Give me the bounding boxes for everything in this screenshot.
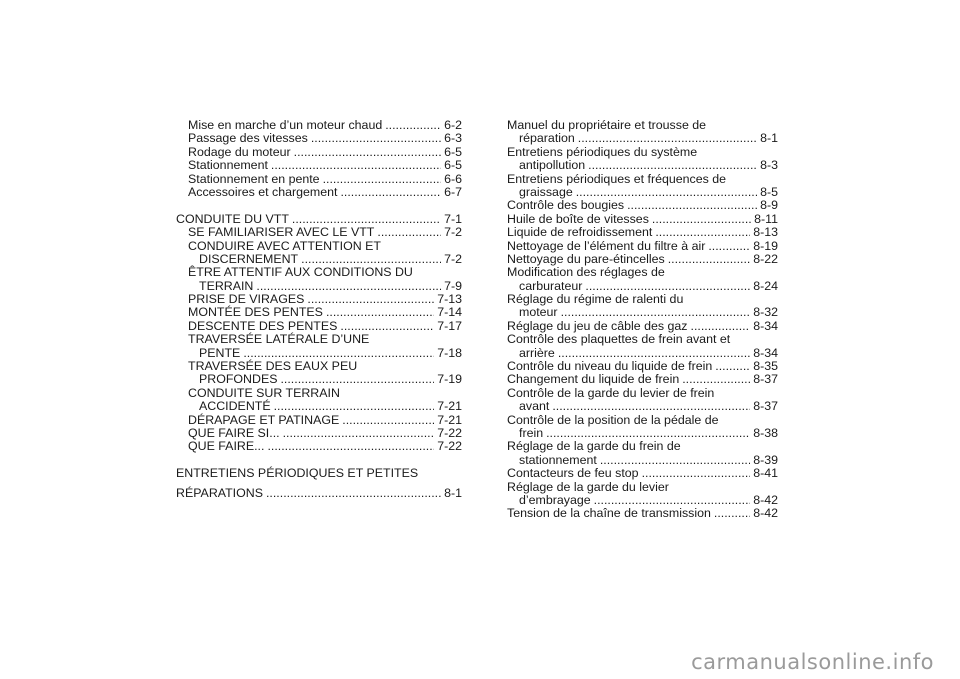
toc-line: [507, 400, 778, 413]
toc-entry[interactable]: [176, 186, 462, 199]
toc-entry-title: DISCERNEMENT: [199, 251, 299, 266]
toc-line: [188, 266, 462, 279]
toc-entry[interactable]: [176, 387, 462, 414]
toc-entry-title: Huile de boîte de vitesses: [507, 211, 649, 226]
toc-line: [507, 427, 778, 440]
toc-entry[interactable]: [507, 360, 778, 373]
leader-dots: [274, 400, 435, 413]
toc-page-number: 8-13: [753, 225, 778, 240]
leader-dots: [715, 360, 750, 373]
toc-page-number: 8-42: [753, 492, 778, 507]
toc-entry[interactable]: [176, 427, 462, 440]
leader-dots: [655, 226, 750, 239]
leader-dots: [561, 306, 751, 319]
toc-entry-title: Contrôle de la position de la pédale de: [507, 412, 719, 427]
toc-entry-title: CONDUITE SUR TERRAIN: [188, 385, 340, 400]
leader-dots: [642, 467, 751, 480]
toc-page-number: 8-32: [753, 305, 778, 320]
leader-dots: [691, 320, 751, 333]
leader-dots: [588, 159, 757, 172]
toc-entry-title: CONDUIRE AVEC ATTENTION ET: [188, 238, 381, 253]
toc-entry[interactable]: [176, 487, 462, 500]
toc-page-number: 7-22: [437, 439, 462, 454]
toc-line: [507, 333, 778, 346]
toc-entry[interactable]: [507, 226, 778, 239]
toc-entry-title: TRAVERSÉE DES EAUX PEU: [188, 359, 358, 374]
toc-line: [507, 467, 778, 480]
toc-entry-title: Contrôle de la garde du levier de frein: [507, 385, 715, 400]
toc-page-number: 6-3: [444, 131, 462, 146]
toc-page-number: 8-1: [444, 485, 462, 500]
toc-entry-title: antipollution: [519, 158, 586, 173]
toc-entry-title: SE FAMILIARISER AVEC LE VTT: [188, 225, 375, 240]
toc-page-number: 8-38: [753, 425, 778, 440]
toc-line: [188, 226, 462, 239]
toc-entry-title: Manuel du propriétaire et trousse de: [507, 118, 707, 132]
toc-entry-title: Liquide de refroidissement: [507, 225, 653, 240]
leader-dots: [578, 132, 757, 145]
toc-page-number: 8-34: [753, 318, 778, 333]
toc-entry-title: Accessoires et chargement: [188, 184, 338, 199]
leader-dots: [600, 454, 750, 467]
toc-entry-title: QUE FAIRE...: [188, 439, 265, 454]
toc-page-number: 8-1: [760, 131, 778, 146]
leader-dots: [546, 427, 750, 440]
leader-dots: [340, 186, 441, 199]
toc-line: [176, 213, 462, 226]
toc-page-number: 7-22: [437, 425, 462, 440]
toc-line: [188, 360, 462, 373]
leader-dots: [682, 373, 750, 386]
toc-page-number: 7-1: [444, 211, 462, 226]
toc-line: [188, 173, 462, 186]
toc-line: [507, 414, 778, 427]
toc-page-number: 7-13: [437, 292, 462, 307]
toc-entry[interactable]: [176, 266, 462, 293]
toc-entry-title: Changement du liquide de frein: [507, 372, 680, 387]
toc-entry[interactable]: [176, 119, 462, 132]
toc-entry[interactable]: [507, 266, 778, 293]
toc-entry[interactable]: [507, 333, 778, 360]
toc-line: [507, 173, 778, 186]
toc-entry-title: Passage des vitesses: [188, 131, 308, 146]
toc-line: [188, 240, 462, 253]
leader-dots: [594, 494, 751, 507]
toc-entry[interactable]: [176, 240, 462, 267]
toc-entry[interactable]: [176, 173, 462, 186]
toc-entry-title: PROFONDES: [199, 372, 278, 387]
toc-line: [507, 494, 778, 507]
toc-entry[interactable]: [507, 467, 778, 480]
toc-entry[interactable]: [507, 414, 778, 441]
toc-entry-title: Contrôle des plaquettes de frein avant et: [507, 332, 731, 347]
toc-page-number: 7-19: [437, 372, 462, 387]
leader-dots: [307, 293, 434, 306]
toc-page-number: 7-17: [437, 318, 462, 333]
toc-line: [507, 347, 778, 360]
toc-entry[interactable]: [507, 199, 778, 212]
leader-dots: [326, 306, 434, 319]
toc-entry-title: carburateur: [519, 278, 583, 293]
toc-line: [507, 293, 778, 306]
toc-entry[interactable]: [176, 467, 462, 480]
toc-entry-title: Modification des réglages de: [507, 265, 665, 280]
leader-dots: [714, 507, 750, 520]
toc-entry-title: Contacteurs de feu stop: [507, 466, 639, 481]
toc-entry[interactable]: [507, 320, 778, 333]
toc-entry[interactable]: [507, 481, 778, 508]
toc-line: [507, 159, 778, 172]
toc-line: [188, 146, 462, 159]
toc-line: [188, 159, 462, 172]
toc-line: [507, 119, 778, 132]
toc-entry-title: avant: [519, 399, 550, 414]
toc-entry[interactable]: [176, 146, 462, 159]
toc-entry-title: CONDUITE DU VTT: [176, 211, 289, 226]
toc-page-number: 8-34: [753, 345, 778, 360]
toc-entry-title: Réglage de la garde du levier: [507, 479, 669, 494]
leader-dots: [576, 186, 757, 199]
toc-entry-title: Réglage du jeu de câble des gaz: [507, 318, 688, 333]
toc-page-number: 6-7: [444, 184, 462, 199]
toc-left-column: [176, 119, 462, 500]
toc-entry-title: réparation: [519, 131, 575, 146]
toc-page-number: 8-37: [753, 372, 778, 387]
toc-entry-title: Stationnement: [188, 158, 268, 173]
toc-page-number: 8-42: [753, 506, 778, 521]
toc-entry[interactable]: [507, 240, 778, 253]
toc-line: [507, 507, 778, 520]
toc-entry-title: Stationnement en pente: [188, 171, 320, 186]
toc-entry-title: stationnement: [519, 452, 597, 467]
toc-page-number: 7-2: [444, 251, 462, 266]
toc-page-number: 6-5: [444, 158, 462, 173]
toc-line: [507, 132, 778, 145]
toc-page-number: 8-37: [753, 399, 778, 414]
toc-line: [507, 387, 778, 400]
toc-entry-title: Contrôle des bougies: [507, 198, 625, 213]
leader-dots: [266, 487, 441, 500]
toc-page-number: 7-14: [437, 305, 462, 320]
toc-entry-title: Nettoyage de l’élément du filtre à air: [507, 238, 706, 253]
toc-page-number: 8-24: [753, 278, 778, 293]
toc-page-number: 8-3: [760, 158, 778, 173]
toc-page-number: 8-35: [753, 359, 778, 374]
toc-entry[interactable]: [507, 507, 778, 520]
toc-entry[interactable]: [507, 173, 778, 200]
toc-entry-title: Tension de la chaîne de transmission: [507, 506, 711, 521]
toc-line: [188, 186, 462, 199]
leader-dots: [256, 280, 441, 293]
toc-line: [188, 373, 462, 386]
toc-line: [188, 280, 462, 293]
toc-entry[interactable]: [176, 226, 462, 239]
toc-page-number: 6-6: [444, 171, 462, 186]
toc-page-number: 8-39: [753, 452, 778, 467]
toc-line: [507, 199, 778, 212]
toc-entry-title: Entretiens périodiques et fréquences de: [507, 171, 727, 186]
toc-entry[interactable]: [176, 360, 462, 387]
toc-entry[interactable]: [176, 159, 462, 172]
watermark-text: carmanualsonline.info: [691, 649, 934, 674]
toc-entry[interactable]: [176, 333, 462, 360]
toc-line: [507, 320, 778, 333]
toc-entry[interactable]: [176, 213, 462, 226]
toc-entry-title: Rodage du moteur: [188, 144, 291, 159]
toc-page-number: 7-21: [437, 412, 462, 427]
toc-page-number: 7-18: [437, 345, 462, 360]
toc-line: [507, 280, 778, 293]
toc-entry-title: Entretiens périodiques du système: [507, 144, 698, 159]
toc-line: [188, 333, 462, 346]
toc-line: [188, 427, 462, 440]
toc-entry-title: RÉPARATIONS: [176, 485, 263, 500]
leader-dots: [385, 119, 441, 132]
toc-entry-title: MONTÉE DES PENTES: [188, 305, 323, 320]
toc-entry-title: DESCENTE DES PENTES: [188, 318, 338, 333]
toc-entry-title: Contrôle du niveau du liquide de frein: [507, 359, 713, 374]
leader-dots: [267, 440, 434, 453]
toc-page-number: 7-9: [444, 278, 462, 293]
toc-entry[interactable]: [507, 253, 778, 266]
toc-entry-title: TERRAIN: [199, 278, 254, 293]
toc-page-number: 8-11: [754, 211, 778, 226]
toc-line: [507, 240, 778, 253]
toc-entry-title: moteur: [519, 305, 558, 320]
toc-entry[interactable]: [507, 373, 778, 386]
leader-dots: [585, 280, 750, 293]
toc-page-number: 8-5: [760, 184, 778, 199]
leader-dots: [668, 253, 750, 266]
toc-entry[interactable]: [176, 132, 462, 145]
leader-dots: [323, 173, 442, 186]
toc-line: [507, 266, 778, 279]
toc-line: [188, 119, 462, 132]
toc-entry-title: Réglage du régime de ralenti du: [507, 292, 684, 307]
toc-entry[interactable]: [507, 293, 778, 320]
leader-dots: [708, 240, 750, 253]
toc-entry-title: Mise en marche d’un moteur chaud: [188, 118, 383, 132]
toc-entry-title: frein: [519, 425, 544, 440]
toc-entry-title: ACCIDENTÉ: [199, 399, 271, 414]
toc-entry-title: QUE FAIRE SI...: [188, 425, 280, 440]
toc-line: [507, 454, 778, 467]
toc-line: [507, 360, 778, 373]
leader-dots: [342, 414, 434, 427]
leader-dots: [292, 213, 441, 226]
toc-entry[interactable]: [507, 440, 778, 467]
leader-dots: [271, 159, 441, 172]
toc-line: [507, 253, 778, 266]
toc-line: [507, 226, 778, 239]
toc-page-number: 8-9: [760, 198, 778, 213]
toc-entry[interactable]: [176, 306, 462, 319]
toc-line: [188, 400, 462, 413]
toc-page-number: 6-2: [444, 118, 462, 132]
toc-line: [507, 213, 778, 226]
toc-entry-title: ÊTRE ATTENTIF AUX CONDITIONS DU: [188, 265, 413, 280]
toc-page-number: 7-2: [444, 225, 462, 240]
toc-entry[interactable]: [507, 119, 778, 146]
toc-entry-title: TRAVERSÉE LATÉRALE D’UNE: [188, 332, 370, 347]
leader-dots: [280, 373, 434, 386]
toc-entry-title: arrière: [519, 345, 555, 360]
toc-line: [176, 487, 462, 500]
leader-dots: [627, 199, 757, 212]
toc-line: [188, 306, 462, 319]
toc-page-number: 8-19: [753, 238, 778, 253]
toc-entry[interactable]: [176, 414, 462, 427]
toc-page-number: 7-21: [437, 399, 462, 414]
toc-right-column: [507, 119, 778, 521]
leader-dots: [377, 226, 441, 239]
toc-entry-title: Réglage de la garde du frein de: [507, 439, 681, 454]
toc-entry[interactable]: [507, 146, 778, 173]
leader-dots: [558, 347, 750, 360]
toc-entry-title: PENTE: [199, 345, 241, 360]
toc-page-number: 8-22: [753, 251, 778, 266]
toc-line: [188, 414, 462, 427]
toc-entry-title: DÉRAPAGE ET PATINAGE: [188, 412, 340, 427]
toc-line: [507, 373, 778, 386]
toc-line: [188, 440, 462, 453]
toc-line: [507, 186, 778, 199]
leader-dots: [311, 132, 441, 145]
leader-dots: [294, 146, 441, 159]
leader-dots: [552, 400, 750, 413]
toc-entry-title: graissage: [519, 184, 573, 199]
toc-entry[interactable]: [507, 387, 778, 414]
toc-line: [507, 306, 778, 319]
toc-line: [507, 481, 778, 494]
toc-entry-title: d’embrayage: [519, 492, 591, 507]
toc-line: [507, 440, 778, 453]
toc-entry[interactable]: [176, 440, 462, 453]
leader-dots: [283, 427, 435, 440]
toc-entry[interactable]: [507, 213, 778, 226]
toc-entry-title: PRISE DE VIRAGES: [188, 292, 305, 307]
toc-entry-title: Nettoyage du pare-étincelles: [507, 251, 665, 266]
toc-line: [176, 467, 462, 480]
toc-page-number: 8-41: [753, 466, 778, 481]
toc-line: [188, 132, 462, 145]
toc-entry-title: ENTRETIENS PÉRIODIQUES ET PETITES: [176, 466, 419, 481]
leader-dots: [652, 213, 751, 226]
toc-page-number: 6-5: [444, 144, 462, 159]
toc-line: [507, 146, 778, 159]
